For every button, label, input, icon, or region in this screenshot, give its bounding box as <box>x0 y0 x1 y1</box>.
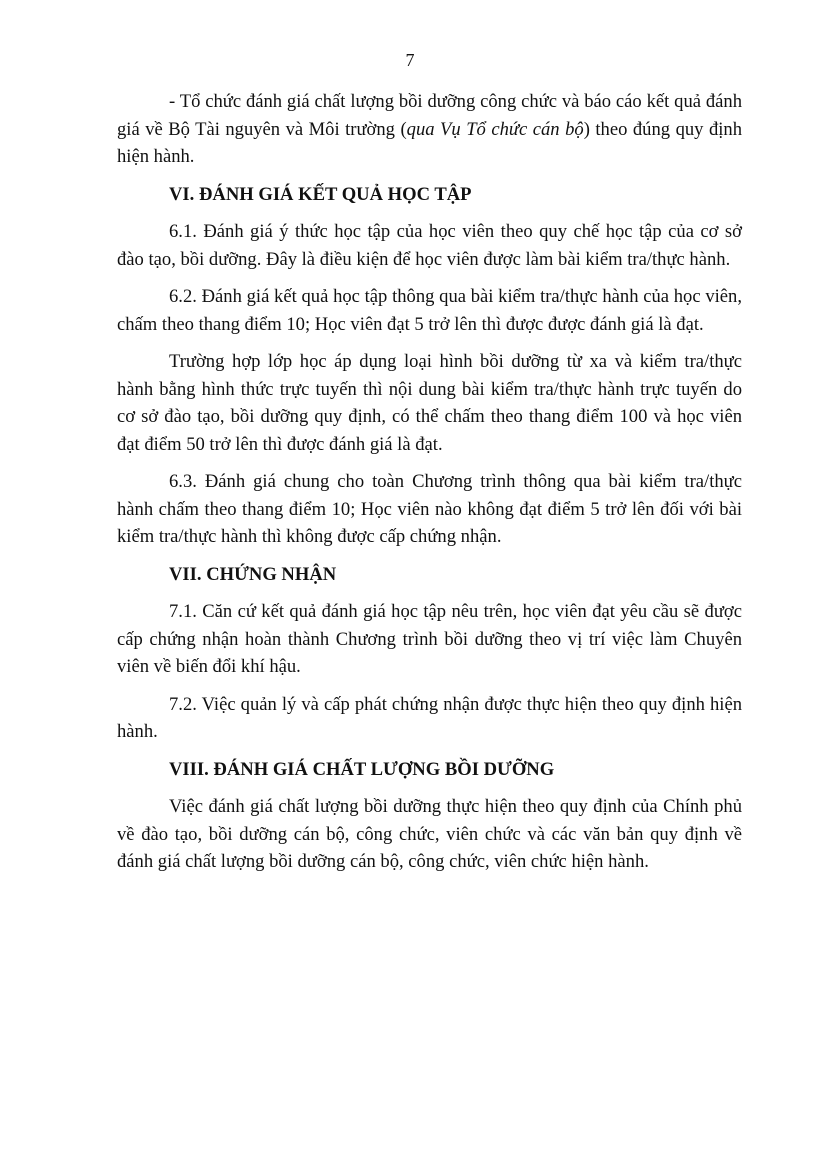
section-7-heading: VII. CHỨNG NHẬN <box>169 563 337 585</box>
document-body <box>117 88 742 886</box>
section-6-paragraph-4: 6.3. Đánh giá chung cho toàn Chương trình thông qua bài kiểm tra/thực hành chấm theo thang điểm 10; Học viên nào không đạt điểm 5 trở lên đối với bài kiểm tra/thực hành thì không được cấp chứng nhận. <box>117 471 742 547</box>
section-8-paragraph-1: Việc đánh giá chất lượng bồi dưỡng thực hiện theo quy định của Chính phủ về đào tạo, bồi dưỡng cán bộ, công chức, viên chức và các văn bản quy định về đánh giá chất lượng bồi dưỡng cán bộ, công chức, viên chức hiện hành. <box>117 796 742 872</box>
section-7-paragraph-1: 7.1. Căn cứ kết quả đánh giá học tập nêu trên, học viên đạt yêu cầu sẽ được cấp chứng nhận hoàn thành Chương trình bồi dưỡng theo vị trí việc làm Chuyên viên về biến đổi khí hậu. <box>117 601 742 677</box>
section-6-paragraph-1: 6.1. Đánh giá ý thức học tập của học viên theo quy chế học tập của cơ sở đào tạo, bồi dưỡng. Đây là điều kiện để học viên được làm bài kiểm tra/thực hành. <box>117 221 742 270</box>
intro-text-italic: qua Vụ Tổ chức cán bộ <box>406 118 584 140</box>
intro-paragraph <box>117 88 742 171</box>
page-number: 7 <box>405 50 415 70</box>
section-6-paragraph-2: 6.2. Đánh giá kết quả học tập thông qua bài kiểm tra/thực hành của học viên, chấm theo thang điểm 10; Học viên đạt 5 trở lên thì được được đánh giá là đạt. <box>117 286 742 335</box>
section-6-heading: VI. ĐÁNH GIÁ KẾT QUẢ HỌC TẬP <box>169 183 472 205</box>
intro-text-after: ) theo đúng quy định hiện hành. <box>117 118 743 167</box>
section-6-paragraph-3: Trường hợp lớp học áp dụng loại hình bồi dưỡng từ xa và kiểm tra/thực hành bằng hình thức trực tuyến thì nội dung bài kiểm tra/thực hành trực tuyến do cơ sở đào tạo, bồi dưỡng quy định, có thể chấm theo thang điểm 100 và học viên đạt điểm 50 trở lên thì được đánh giá là đạt. <box>117 351 742 455</box>
section-7-paragraph-2: 7.2. Việc quản lý và cấp phát chứng nhận được thực hiện theo quy định hiện hành. <box>117 693 742 742</box>
section-8-heading: VIII. ĐÁNH GIÁ CHẤT LƯỢNG BỒI DƯỠNG <box>169 758 555 780</box>
intro-text-before: - Tổ chức đánh giá chất lượng bồi dưỡng công chức và báo cáo kết quả đánh giá về Bộ Tài nguyên và Môi trường ( <box>117 91 742 140</box>
